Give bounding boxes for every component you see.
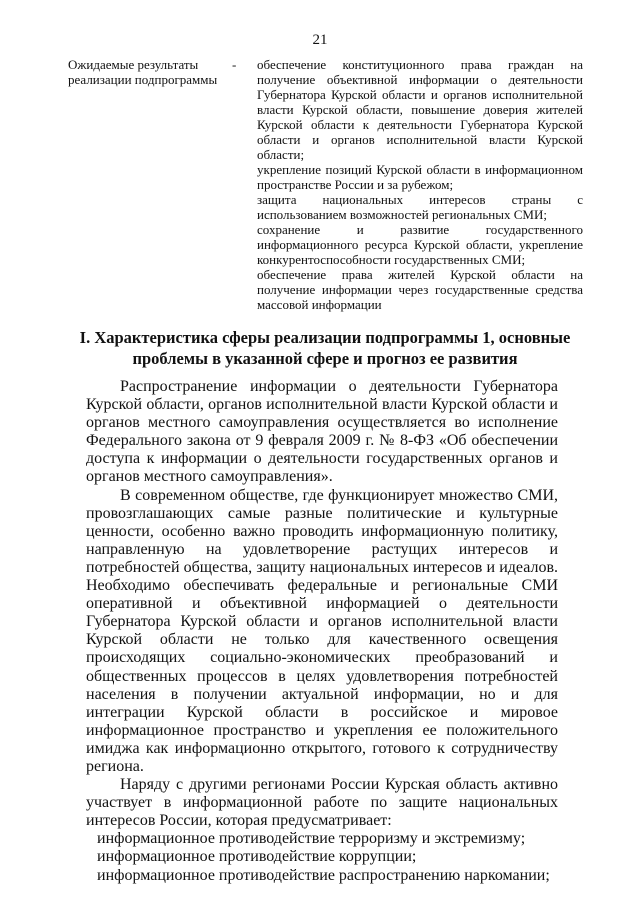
measures-list-item: информационное противодействие распространению наркомании; [97,866,550,884]
measures-list [86,830,558,884]
measures-list-item: информационное противодействие коррупции; [97,848,417,866]
expected-results-dash: - [232,57,237,72]
expected-results-label: Ожидаемые результаты реализации подпрограммы [68,57,218,87]
page-number: 21 [312,32,328,48]
body-text [86,378,558,885]
measures-list-item: информационное противодействие терроризму и экстремизму; [97,830,526,848]
expected-result-item: обеспечение права жителей Курской области на получение информации через государственные средства массовой информации [257,267,583,312]
expected-result-item: обеспечение конституционного права граждан на получение объективной информации о деятельности Губернатора Курской области и органов исполнительной власти Курской области, повышение доверия жителей Курской области к деятельности Губернатора Курской области и органов исполнительной власти Курской области; [257,57,583,162]
body-paragraph: В современном обществе, где функционирует множество СМИ, провозглашающих самые разные политические и культурные ценности, особенно важно проводить информационную политику, направленную на удовлетворение растущих интересов и потребностей общества, защиту национальных интересов и идеалов. Необходимо обеспечивать федеральные и региональные СМИ оперативной и объективной информацией о деятельности Губернатора Курской области и органов исполнительной власти Курской области не только для качественного освещения происходящих социально-экономических преобразований и общественных процессов в целях удовлетворения потребностей населения в получении актуальной информации, но и для интеграции Курской области в российское и мировое информационное пространство и укрепления ее положительного имиджа как информационно открытого, готового к сотрудничеству региона. [86,486,558,775]
expected-result-item: сохранение и развитие государственного информационного ресурса Курской области, укрепление конкурентоспособности государственных СМИ; [257,222,583,267]
body-paragraph: Распространение информации о деятельности Губернатора Курской области, органов исполнительной власти Курской области и органов местного самоуправления осуществляется во исполнение Федерального закона от 9 февраля 2009 г. № 8-ФЗ «Об обеспечении доступа к информации о деятельности государственных органов и органов местного самоуправления». [86,378,558,486]
expected-result-item: защита национальных интересов страны с использованием возможностей региональных СМИ; [257,192,583,222]
section-heading: I. Характеристика сферы реализации подпрограммы 1, основные проблемы в указанной сфере и прогноз ее развития [79,328,571,368]
expected-result-item: укрепление позиций Курской области в информационном пространстве России и за рубежом; [257,162,583,192]
expected-results-list [257,57,583,312]
body-paragraph: Наряду с другими регионами России Курская область активно участвует в информационной работе по защите национальных интересов России, которая предусматривает: [86,776,558,830]
